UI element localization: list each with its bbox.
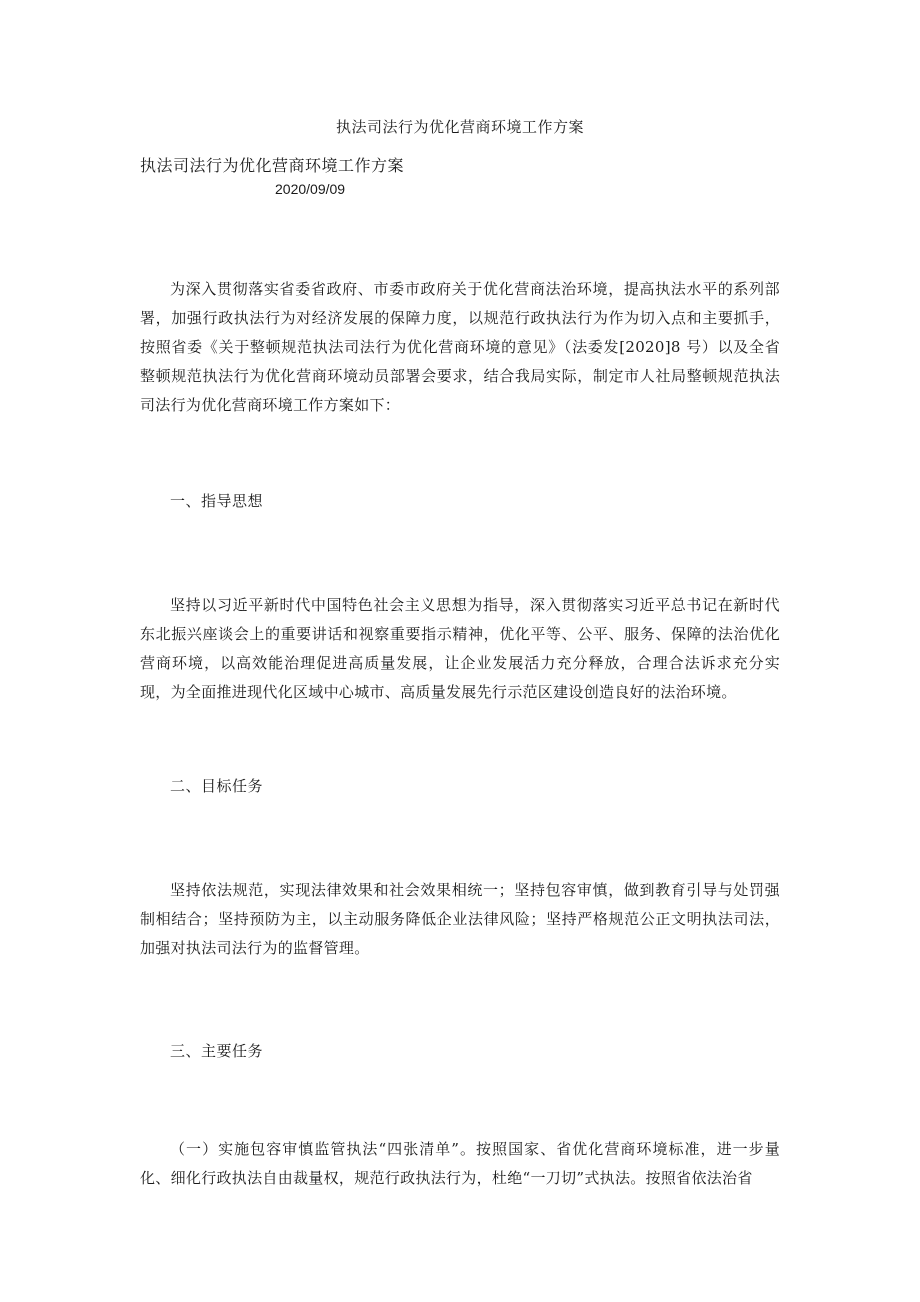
section-heading-goals: 二、目标任务 (170, 777, 264, 795)
intro-paragraph: 为深入贯彻落实省委省政府、市委市政府关于优化营商法治环境，提高执法水平的系列部署，加强行政执法行为对经济发展的保障力度，以规范行政执法行为作为切入点和主要抓手，按照省委《关于整顿规范执法司法行为优化营商环境的意见》（法委发[2020]8 号）以及全省整顿规范执法行为优化营商环境动员部署会要求，结合我局实际，制定市人社局整顿规范执法司法行为优化营商环境工作方案如下： (140, 280, 780, 414)
document-title: 执法司法行为优化营商环境工作方案 (335, 118, 584, 136)
section-heading-main-tasks: 三、主要任务 (170, 1042, 264, 1060)
document-subtitle: 执法司法行为优化营商环境工作方案 (140, 156, 405, 175)
section-body-goals: 坚持依法规范，实现法律效果和社会效果相统一；坚持包容审慎，做到教育引导与处罚强制相结合；坚持预防为主，以主动服务降低企业法律风险；坚持严格规范公正文明执法司法，加强对执法司法行为的监督管理。 (140, 881, 780, 957)
section-body-main-tasks: （一）实施包容审慎监管执法“四张清单”。按照国家、省优化营商环境标准，进一步量化、细化行政执法自由裁量权，规范行政执法行为，杜绝“一刀切”式执法。按照省依法治省 (140, 1140, 780, 1187)
section-heading-guiding-thought: 一、指导思想 (170, 492, 264, 510)
section-body-guiding-thought: 坚持以习近平新时代中国特色社会主义思想为指导，深入贯彻落实习近平总书记在新时代东北振兴座谈会上的重要讲话和视察重要指示精神，优化平等、公平、服务、保障的法治优化营商环境，以高效能治理促进高质量发展，让企业发展活力充分释放，合理合法诉求充分实现，为全面推进现代化区域中心城市、高质量发展先行示范区建设创造良好的法治环境。 (140, 596, 780, 701)
document-date: 2020/09/09 (275, 181, 346, 197)
